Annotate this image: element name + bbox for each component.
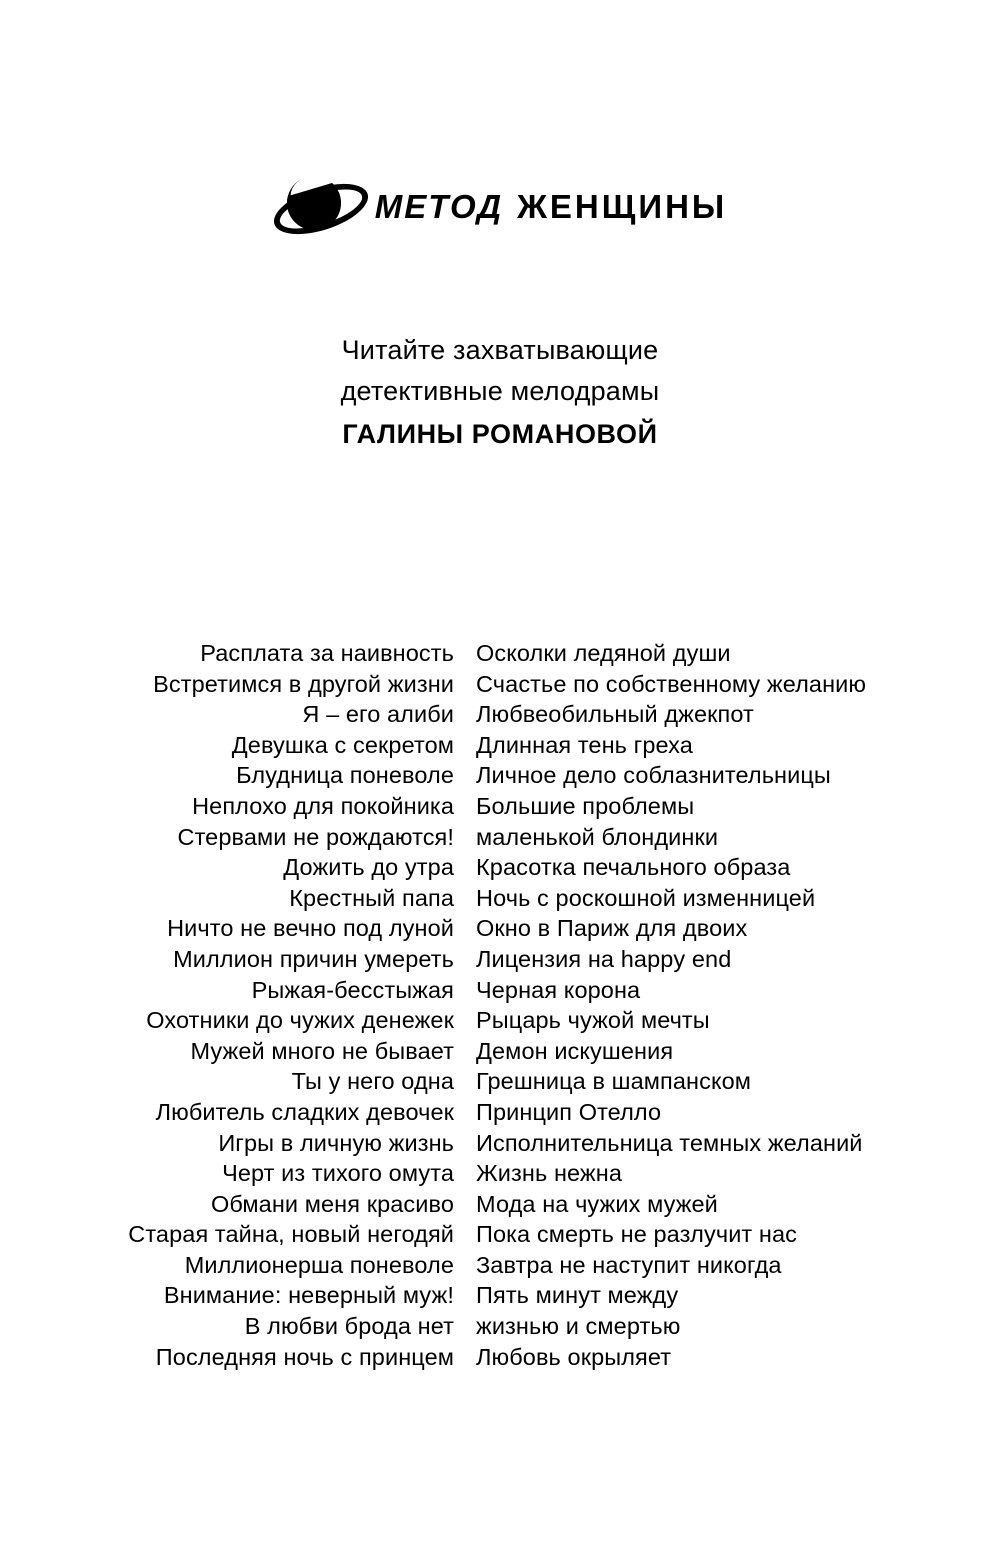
book-titles-list: [100, 638, 920, 1372]
list-item: Девушка с секретом: [231, 731, 454, 758]
series-name-part-1: МЕТОД: [374, 188, 504, 225]
saturn-planet-icon: [273, 168, 359, 246]
list-item: Дожить до утра: [283, 854, 454, 881]
list-item: Встретимся в другой жизни: [153, 670, 454, 697]
list-item: Счастье по собственному желанию: [476, 670, 867, 697]
list-item: Рыжая-бесстыжая: [251, 976, 454, 1003]
list-item: В любви брода нет: [244, 1313, 454, 1340]
list-item: маленькой блондинки: [476, 823, 719, 850]
list-item: Личное дело соблазнительницы: [476, 762, 831, 789]
list-item: Демон искушения: [476, 1037, 674, 1064]
list-item: Грешница в шампанском: [476, 1068, 752, 1095]
list-item: Любвеобильный джекпот: [476, 701, 754, 728]
series-logo: [0, 168, 1000, 246]
intro-block: [0, 330, 1000, 455]
list-item: Пока смерть не разлучит нас: [476, 1221, 798, 1248]
list-item: Расплата за наивность: [200, 640, 454, 666]
list-item: Большие проблемы: [476, 792, 695, 819]
list-item: Рыцарь чужой мечты: [476, 1007, 710, 1034]
series-name-part-2: ЖЕНЩИНЫ: [517, 188, 728, 225]
list-item: Любитель сладких девочек: [155, 1098, 454, 1125]
list-item: Ничто не вечно под луной: [167, 915, 454, 942]
list-item: Внимание: неверный муж!: [163, 1282, 454, 1309]
list-item: Крестный папа: [289, 884, 454, 911]
list-item: Старая тайна, новый негодяй: [128, 1221, 454, 1248]
list-item: Неплохо для покойника: [192, 792, 454, 819]
list-item: Я – его алиби: [302, 701, 454, 728]
list-item: Стервами не рождаются!: [177, 823, 454, 850]
list-item: Миллион причин умереть: [173, 945, 454, 972]
list-item: Длинная тень греха: [476, 731, 693, 758]
titles-right-column: [476, 638, 920, 1372]
list-item: Жизнь нежна: [476, 1160, 623, 1187]
list-item: Принцип Отелло: [476, 1098, 662, 1125]
list-item: Любовь окрыляет: [476, 1343, 672, 1370]
list-item: Охотники до чужих денежек: [146, 1007, 454, 1034]
intro-line-1: Читайте захватывающие: [341, 335, 659, 365]
list-item: Осколки ледяной души: [476, 640, 731, 666]
list-item: Черт из тихого омута: [222, 1160, 454, 1187]
list-item: Обмани меня красиво: [210, 1190, 454, 1217]
titles-left-column: [100, 638, 476, 1372]
list-item: Завтра не наступит никогда: [476, 1251, 782, 1278]
list-item: Лицензия на happy end: [476, 945, 732, 972]
list-item: Мужей много не бывает: [190, 1037, 454, 1064]
series-logo-text: [375, 188, 727, 226]
list-item: Игры в личную жизнь: [218, 1129, 454, 1156]
list-item: Пять минут между: [476, 1282, 679, 1309]
list-item: Мода на чужих мужей: [476, 1190, 718, 1217]
list-item: Блудница поневоле: [236, 762, 454, 789]
list-item: Окно в Париж для двоих: [476, 915, 748, 942]
list-item: Миллионерша поневоле: [184, 1251, 454, 1278]
list-item: жизнью и смертью: [476, 1313, 681, 1340]
list-item: Красотка печального образа: [476, 854, 791, 881]
intro-line-2: детективные мелодрамы: [340, 376, 660, 406]
author-name: ГАЛИНЫ РОМАНОВОЙ: [342, 419, 658, 449]
list-item: Последняя ночь с принцем: [155, 1343, 454, 1370]
list-item: Ночь с роскошной изменницей: [476, 884, 816, 911]
list-item: Черная корона: [476, 976, 641, 1003]
list-item: Ты у него одна: [291, 1068, 454, 1095]
list-item: Исполнительница темных желаний: [476, 1129, 863, 1156]
